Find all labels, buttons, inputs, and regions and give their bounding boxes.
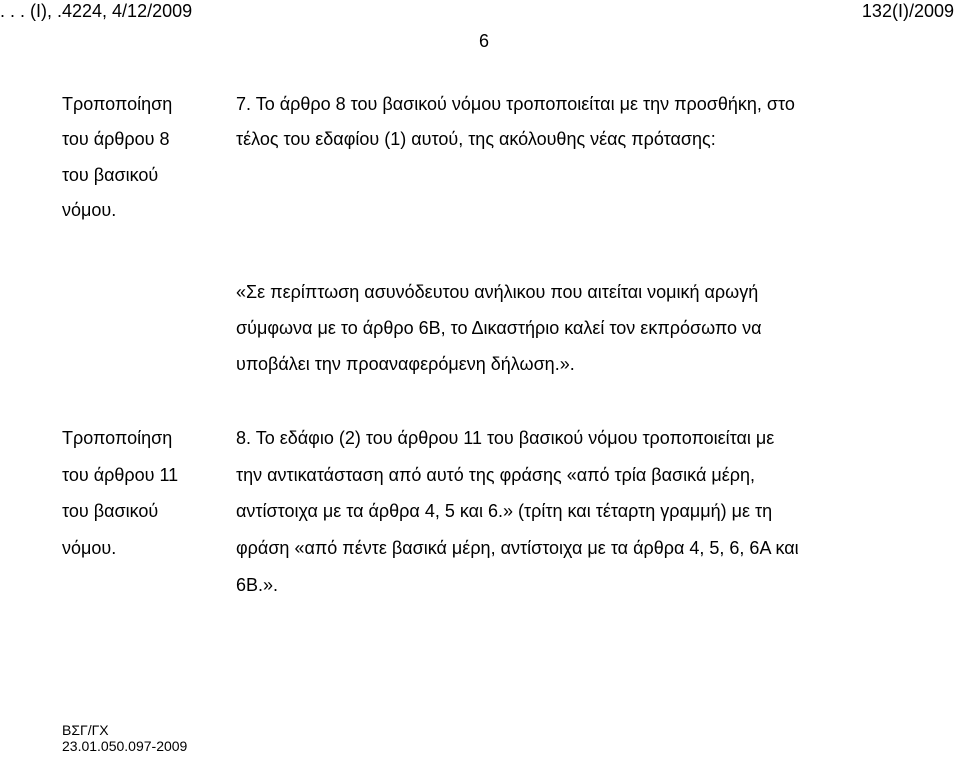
paragraph-line: 8. Το εδάφιο (2) του άρθρου 11 του βασικού νόμου τροποποιείται με — [236, 428, 775, 448]
quote-line: υποβάλει την προαναφερόμενη δήλωση.». — [236, 354, 575, 374]
paragraph-line: αντίστοιχα με τα άρθρα 4, 5 και 6.» (τρίτη και τέταρτη γραμμή) με τη — [236, 501, 773, 521]
paragraph-line: 7. Το άρθρο 8 του βασικού νόμου τροποποιείται με την προσθήκη, στο — [236, 94, 795, 114]
margin-note-line: Τροποποίηση — [62, 94, 173, 114]
header-right: 132(Ι)/2009 — [861, 1, 954, 21]
footer-ref: ΒΣΓ/ΓΧ — [62, 722, 109, 738]
margin-note-line: του άρθρου 11 — [62, 465, 179, 485]
paragraph-line: την αντικατάσταση από αυτό της φράσης «από τρία βασικά μέρη, — [236, 465, 756, 485]
footer-code: 23.01.050.097-2009 — [62, 738, 188, 754]
margin-note-line: του βασικού — [62, 501, 159, 521]
margin-note-line: νόμου. — [62, 538, 117, 558]
page-number: 6 — [479, 31, 490, 51]
margin-note-line: του άρθρου 8 — [62, 129, 170, 149]
quote-line: «Σε περίπτωση ασυνόδευτου ανήλικου που αιτείται νομική αρωγή — [236, 282, 759, 302]
paragraph-line: 6Β.». — [236, 575, 279, 595]
paragraph-line: τέλος του εδαφίου (1) αυτού, της ακόλουθης νέας πρότασης: — [236, 129, 716, 149]
margin-note-line: του βασικού — [62, 165, 159, 185]
paragraph-line: φράση «από πέντε βασικά μέρη, αντίστοιχα με τα άρθρα 4, 5, 6, 6Α και — [236, 538, 799, 558]
quote-line: σύμφωνα με το άρθρο 6Β, το Δικαστήριο καλεί τον εκπρόσωπο να — [236, 318, 762, 338]
margin-note-line: νόμου. — [62, 200, 117, 220]
header-left: . . . (Ι), .4224, 4/12/2009 — [0, 1, 193, 21]
margin-note-line: Τροποποίηση — [62, 428, 173, 448]
